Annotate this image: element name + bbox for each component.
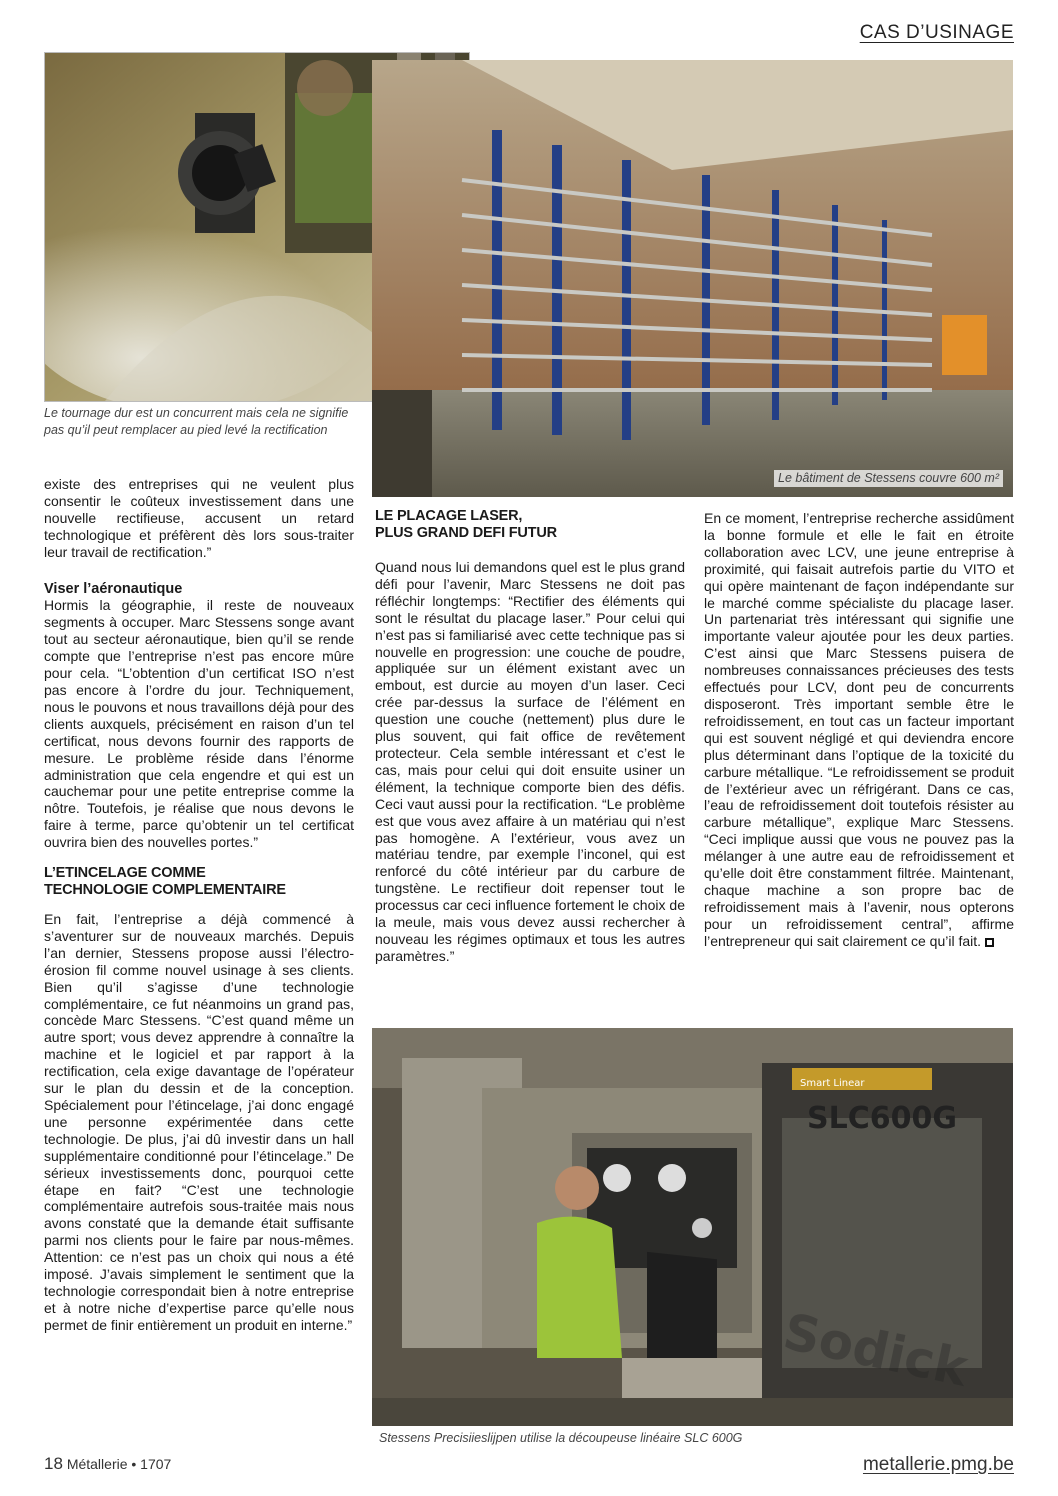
heading-placage-laser: LE PLACAGE LASER, PLUS GRAND DEFI FUTUR [375,508,557,541]
col1-para1: Hormis la géographie, il reste de nouveaux segments à occuper. Marc Stessens songe avant tout au secteur aéronautique, bien qu’il se rende compte que l’entreprise n’est pas encore mûre pour cela. “L’obtention d’un certificat ISO n’est pas encore à l’ordre du jour. Techniquement, nous le pouvons et nous travaillons déjà pour des clients auxquels, précisément en raison d’un tel certificat, nous devons fournir des rapports de mesure. Le problème réside dans l’énorme administration que cela engendre et qui est un cauchemar pour une petite entreprise comme la nôtre. Toutefois, je réalise que nous devons le faire à terme, parce qu’obtenir un tel certificat ouvrira bien des nouvelles portes.” [44,597,354,851]
magazine-issue: Métallerie • 1707 [66,1456,172,1472]
slc-machine-photo [372,1028,1013,1426]
warehouse-photo [372,60,1013,497]
column-2 [375,508,685,965]
machine-model-text: SLC600G [807,1101,957,1136]
col3-para: En ce moment, l’entreprise recherche assidûment la bonne formule et elle le fait en étroite collaboration avec LCV, une jeune entreprise à proximité, qui faisait autrefois partie du VITO et qui opère maintenant de façon indépendante sur le marché comme spécialiste du placage laser. Un partenariat très intéressant qui signifie une importante valeur ajoutée pour les deux parties. C’est ainsi que Marc Stessens puisera de nombreuses connaissances précieuses des tests effectués pour LCV, dont peu de concurrents disposeront. Très important semble être le refroidissement, en tout cas un facteur important qui est souvent négligé et qui deviendra encore plus déterminant dans l’optique de la toxicité du carbure métallique. “Le refroidissement se produit de l’extérieur avec un réfrigérant. Dans ce cas, l’eau de refroidissement doit toutefois résister au carbure métallique”, explique Marc Stessens. “Ceci implique aussi que vous ne pouvez pas la mélanger à une autre eau de refroidissement et qu’elle doit être constamment filtrée. Maintenant, chaque machine a son propre bac de refroidissement mais à l’avenir, nous opterons pour un refroidissement central”, affirme l’entrepreneur qui sait clairement ce qu’il fait. [704,510,1014,949]
page-number: 18 [44,1454,63,1473]
machine-maker-text: Sodick [778,1302,973,1398]
heading-etincelage: L’ETINCELAGE COMME TECHNOLOGIE COMPLEMENTAIRE [44,865,286,899]
col2-para: Quand nous lui demandons quel est le plus grand défi pour l’avenir, Marc Stessens ne doit pas réfléchir longtemps: “Rectifier des éléments qui sont le résultat du placage laser.” Pour celui qui n’est pas si familiarisé avec cette technique pas si nouvelle en progression: une couche de poudre, appliquée sur un élément existant avec un embout, est durcie au moyen d’un laser. Ceci crée par-dessus la surface de l’élément en question une couche (nettement) plus dure le plus souvent, qui fait office de revêtement protecteur. Cela semble intéressant et c’est le cas, mais pour celui qui doit ensuite usiner un élément, la technique comporte bien des défis. Ceci vaut aussi pour la rectification. “Le problème est que vous avez affaire à un matériau qui n’est pas homogène. A l’extérieur, vous avez un matériau tendre, par exemple l’inconel, qui est renforcé du côté intérieur par du carbure de tungstène. Le rectifieur doit repenser tout le processus car ceci influence fortement le choix de la meule, mais vous devez aussi rechercher à nouveau les régimes optimaux et tous les autres paramètres.” [375,559,685,964]
subhead-aeronautique: Viser l’aéronautique [44,580,183,597]
warehouse-photo-caption: Le bâtiment de Stessens couvre 600 m² [774,470,1003,487]
page-footer-left [44,1454,171,1474]
machine-tag-text: Smart Linear [800,1078,865,1089]
col1-intro: existe des entreprises qui ne veulent plus consentir le coûteux investissement dans une nouvelle rectifieuse, accusent un retard technologique et préfèrent dès lors sous-traiter leur travail de rectification.” [44,476,354,560]
machine-photo-caption: Stessens Precisiieslijpen utilise la découpeuse linéaire SLC 600G [379,1431,743,1445]
website-link[interactable]: metallerie.pmg.be [862,1454,1014,1475]
grinding-photo-caption: Le tournage dur est un concurrent mais cela ne signifie pas qu’il peut remplacer au pied levé la rectification [44,406,349,437]
col1-para2: En fait, l’entreprise a déjà commencé à s’aventurer sur de nouveaux marchés. Depuis l’an dernier, Stessens propose aussi l’électro-érosion fil comme nouvel usinage à ses clients. Bien qu’il s’agisse d’une technologie complémentaire, ce fut néanmoins un grand pas, concède Marc Stessens. “C’est quand même un autre sport; vous devez apprendre à connaître la machine et le logiciel et par rapport à la rectification, cela exige davantage de l’opérateur sur le plan du dessin et de la conception. Spécialement pour l’étincelage, j’ai donc engagé une personne expérimentée dans cette technologie. De plus, j’ai dû investir dans un hall supplémentaire conditionné pour l’étincelage.” De sérieux investissements donc, pourquoi cette étape en fait? “C’est une technologie complémentaire autrefois sous-traitée mais nous avons constaté que la demande était suffisante parmi nos clients pour le faire par nous-mêmes. Attention: ce n’est pas un choix qui nous a été imposé. J’avais simplement le sentiment que la technologie correspondait bien à notre entreprise et à notre niche d’expertise parce qu’elle nous permet de finir entièrement un produit en interne.” [44,911,354,1333]
column-3 [704,510,1014,950]
section-label: CAS D’USINAGE [859,22,1014,43]
column-1 [44,476,354,1334]
end-mark-icon [985,938,994,947]
